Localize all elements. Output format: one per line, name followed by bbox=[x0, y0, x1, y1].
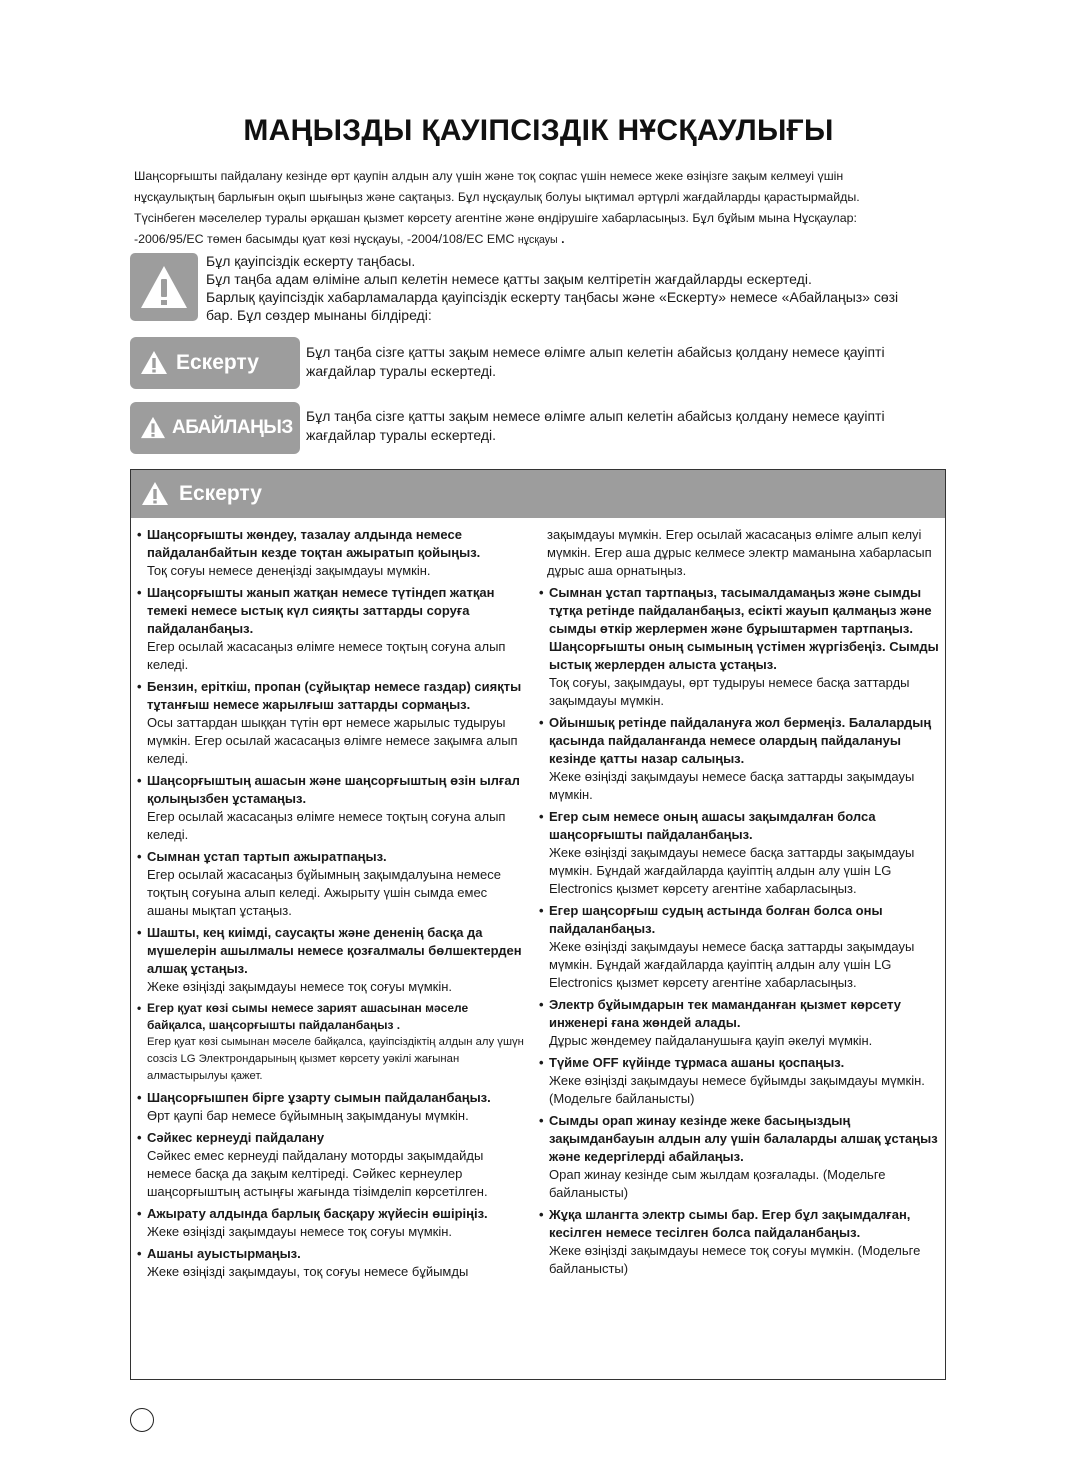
item-heading: Егер шаңсорғыш судың астында болған болса оны пайдаланбаңыз. bbox=[549, 903, 883, 936]
list-item: • Ашаны ауыстырмаңыз. Жеке өзіңізді зақымдауы, тоқ соғуы немесе бұйымды bbox=[137, 1245, 527, 1281]
intro-line-3: Түсінбеген мәселелер туралы әрқашан қызмет көрсету агентіне және өндірушіге хабарласыңыз. Бұл бұйым мына Нұсқаулар: bbox=[134, 211, 857, 225]
list-item: • Шаңсорғышты жөндеу, тазалау алдында немесе пайдаланбайтын кезде тоқтан ажыратып қойыңыз. Тоқ соғуы немесе денеңізді зақымдауы мүмкін. bbox=[137, 526, 527, 580]
list-item: • Егер шаңсорғыш судың астында болған болса оны пайдаланбаңыз. Жеке өзіңізді зақымдауы немесе басқа заттарды зақымдауы мүмкін. Бұндай жағдайларда қауіптің алдын алу үшін LG Electronics қызмет көрсету агентіне хабарласыңыз. bbox=[539, 902, 941, 992]
symbol-notice bbox=[206, 252, 946, 324]
directive-suffix: нұсқауы bbox=[517, 234, 558, 246]
directive-1: -2006/95/EC bbox=[134, 232, 204, 246]
warning-badge-label: Ескерту bbox=[176, 351, 259, 374]
item-body: Жеке өзіңізді зақымдауы, тоқ соғуы немесе бұйымды bbox=[147, 1264, 469, 1279]
circle-icon bbox=[130, 1408, 154, 1432]
directive-text: төмен басымды қуат көзі нұсқауы, -2004/108/EC EMC bbox=[207, 232, 515, 246]
list-item: • Сымды орап жинау кезінде жеке басыңыздың зақымданбауын алдын алу үшін балаларды алшақ ұстаңыз және кедергілерді абайлаңыз. Орап жинау кезінде сым жылдам қозғалады. (Модельге байланысты) bbox=[539, 1112, 941, 1202]
item-body: Жеке өзіңізді зақымдауы немесе бұйымды зақымдауы мүмкін. (Модельге байланысты) bbox=[549, 1073, 925, 1106]
item-body: Егер осылай жасасаңыз бұйымның зақымдалуына немесе тоқтың соғуына алып келеді. Ажырыту үшін сымда емес ашаны мықтап ұстаңыз. bbox=[147, 867, 501, 918]
item-body: Дұрыс жөндемеу пайдаланушыға қауіп әкелуі мүмкін. bbox=[549, 1033, 873, 1048]
item-body: Егер қуат көзі сымынан мәселе байқалса, қауіпсіздіктің алдын алу үшүн созсіз LG Электрондарының қызмет көрсету уәкілі жағынан алмастырылуы қажет. bbox=[147, 1036, 524, 1082]
warning-triangle-icon bbox=[130, 253, 198, 321]
item-body: Жеке өзіңізді зақымдауы немесе тоқ соғуы мүмкін. bbox=[147, 979, 453, 994]
item-body: Жеке өзіңізді зақымдауы немесе басқа заттарды зақымдауы мүмкін. bbox=[549, 769, 915, 802]
directive-period: . bbox=[561, 232, 565, 246]
warning-list-right bbox=[539, 526, 941, 1282]
item-body: Осы заттардан шыққан түтін өрт немесе жарылыс тудыруы мүмкін. Егер осылай жасасаңыз өлімге немесе зақымға алып келеді. bbox=[147, 715, 518, 766]
warning-triangle-icon bbox=[140, 416, 166, 440]
item-body: Жеке өзіңізді зақымдауы немесе басқа заттарды зақымдауы мүмкін. Бұндай жағдайларда қауіптің алдын алу үшін LG Electronics қызмет көрсету агентіне хабарласыңыз. bbox=[549, 939, 915, 990]
item-heading: Ойыншық ретінде пайдалануға жол бермеңіз. Балалардың қасында пайдаланғанда немесе олардың пайдалануы кезінде қатты назар салыңыз. bbox=[549, 715, 932, 766]
intro-line-2: нұсқаулықтың барлығын оқып шығыңыз және сақтаңыз. Бұл нұсқаулық болуы ықтимал әртүрлі жағдайларды қарастырмайды. bbox=[134, 190, 860, 204]
safety-alert-symbol bbox=[130, 253, 198, 321]
item-body: Тоқ соғуы немесе денеңізді зақымдауы мүмкін. bbox=[147, 563, 431, 578]
warning-triangle-icon bbox=[141, 481, 169, 507]
list-item: • Сәйкес кернеуді пайдалану Сәйкес емес кернеуді пайдалану моторды зақымдайды немесе басқа да зақым келтіреді. Сәйкес кернеулер шаңсорғыштың астыңғы жағында тізімделіп көрсетілген. bbox=[137, 1129, 527, 1201]
list-item: • Шашты, кең киімді, саусақты және дененің басқа да мүшелерін ашылмалы немесе қозғалмалы бөлшектерден алшақ ұстаңыз. Жеке өзіңізді зақымдауы немесе тоқ соғуы мүмкін. bbox=[137, 924, 527, 996]
item-heading: Электр бұйымдарын тек маманданған қызмет көрсету инженері ғана жөндей алады. bbox=[549, 997, 901, 1030]
list-item: • Шаңсорғыштың ашасын және шаңсорғыштың өзін ылғал қолыңызбен ұстамаңыз. Егер осылай жасасаңыз өлімге немесе тоқтың соғуна алып келеді. bbox=[137, 772, 527, 844]
warning-panel bbox=[130, 469, 946, 1380]
list-item: • Түйме OFF күйінде тұрмаса ашаны қоспаңыз. Жеке өзіңізді зақымдауы немесе бұйымды зақымдауы мүмкін. (Модельге байланысты) bbox=[539, 1054, 941, 1108]
item-body: Жеке өзіңізді зақымдауы немесе тоқ соғуы мүмкін. (Модельге байланысты) bbox=[549, 1243, 921, 1276]
item-heading: Шаңсорғышты жанып жатқан немесе түтіндеп жатқан темекі немесе ыстық күл сияқты заттарды соруға пайдаланбаңыз. bbox=[147, 585, 495, 636]
list-item: • Жұқа шлангта электр сымы бар. Егер бұл зақымдалған, кесілген немесе тесілген болса пайдаланбаңыз. Жеке өзіңізді зақымдауы немесе тоқ соғуы мүмкін. (Модельге байланысты) bbox=[539, 1206, 941, 1278]
continued-text: зақымдауы мүмкін. Егер осылай жасасаңыз өлімге алып келуі мүмкін. Егер аша дұрыс келмесе электр маманына хабарласып дұрыс аша орнатыңыз. bbox=[547, 527, 932, 578]
list-item: • Ойыншық ретінде пайдалануға жол бермеңіз. Балалардың қасында пайдаланғанда немесе олардың пайдалануы кезінде қатты назар салыңыз. Жеке өзіңізді зақымдауы немесе басқа заттарды зақымдауы мүмкін. bbox=[539, 714, 941, 804]
warning-triangle-icon bbox=[140, 350, 168, 376]
list-item: • Сымнан ұстап тартпаңыз, тасымалдамаңыз және сымды тұтқа ретінде пайдаланбаңыз, есікті жауып қалмаңыз және сымды өткір жерлермен және бұрыштармен тартпаңыз. Шаңсорғышты оның сымының үстімен жүргізбеңіз. Сымды ыстық жерлерден алыста ұстаңыз. Тоқ соғуы, зақымдауы, өрт тудыруы немесе басқа заттарды зақымдауы мүмкін. bbox=[539, 584, 941, 710]
symbol-notice-line-1: Бұл қауіпсіздік ескерту таңбасы. bbox=[206, 253, 416, 269]
item-heading: Шаңсорғышпен бірге ұзарту сымын пайдаланбаңыз. bbox=[147, 1090, 491, 1105]
item-body: Сәйкес емес кернеуді пайдалану моторды зақымдайды немесе басқа да зақым келтіреді. Сәйкес кернеулер шаңсорғыштың астыңғы жағында тізімделіп көрсетілген. bbox=[147, 1148, 488, 1199]
warning-list-left bbox=[137, 526, 527, 1285]
item-body: Жеке өзіңізді зақымдауы немесе тоқ соғуы мүмкін. bbox=[147, 1224, 453, 1239]
intro-line-4 bbox=[134, 229, 944, 250]
list-item: • Шаңсорғышты жанып жатқан немесе түтіндеп жатқан темекі немесе ыстық күл сияқты заттарды соруға пайдаланбаңыз. Егер осылай жасасаңыз өлімге немесе тоқтың соғуна алып келеді. bbox=[137, 584, 527, 674]
item-heading: Шаңсорғыштың ашасын және шаңсорғыштың өзін ылғал қолыңызбен ұстамаңыз. bbox=[147, 773, 520, 806]
item-heading: Шашты, кең киімді, саусақты және дененің басқа да мүшелерін ашылмалы немесе қозғалмалы бөлшектерден алшақ ұстаңыз. bbox=[147, 925, 522, 976]
caution-badge-label: АБАЙЛАҢЫЗ bbox=[172, 417, 293, 438]
warning-panel-title: Ескерту bbox=[179, 482, 262, 505]
list-item: • Сымнан ұстап тартып ажыратпаңыз. Егер осылай жасасаңыз бұйымның зақымдалуына немесе тоқтың соғуына алып келеді. Ажырыту үшін сымда емес ашаны мықтап ұстаңыз. bbox=[137, 848, 527, 920]
item-heading: Ашаны ауыстырмаңыз. bbox=[147, 1246, 301, 1261]
symbol-notice-line-4: бар. Бұл сөздер мынаны білдіреді: bbox=[206, 307, 432, 323]
item-heading: Сымнан ұстап тартып ажыратпаңыз. bbox=[147, 849, 387, 864]
warning-badge-desc: Бұл таңба сізге қатты зақым немесе өлімге алып келетін абайсыз қолдану немесе қауіпті жағдайлар туралы ескертеді. bbox=[306, 344, 885, 379]
list-item: • Егер қуат көзі сымы немесе зарият ашасынан мәселе байқалса, шаңсорғышты пайдаланбаңыз . Егер қуат көзі сымынан мәселе байқалса, қауіпсіздіктің алдын алу үшүн созсіз LG Электрондарының қызмет көрсету уәкілі жағынан алмастырылуы қажет. bbox=[137, 1000, 527, 1085]
caution-badge-desc: Бұл таңба сізге қатты зақым немесе өлімге алып келетін абайсыз қолдану немесе қауіпті жағдайлар туралы ескертеді. bbox=[306, 408, 885, 443]
item-heading: Сымды орап жинау кезінде жеке басыңыздың зақымданбауын алдын алу үшін балаларды алшақ ұстаңыз және кедергілерді абайлаңыз. bbox=[549, 1113, 938, 1164]
list-item: • Электр бұйымдарын тек маманданған қызмет көрсету инженері ғана жөндей алады. Дұрыс жөндемеу пайдаланушыға қауіп әкелуі мүмкін. bbox=[539, 996, 941, 1050]
item-body: Егер осылай жасасаңыз өлімге немесе тоқтың соғуна алып келеді. bbox=[147, 809, 506, 842]
page-title: МАҢЫЗДЫ ҚАУІПСІЗДІК НҰСҚАУЛЫҒЫ bbox=[243, 114, 834, 147]
item-heading: Егер сым немесе оның ашасы зақымдалған болса шаңсорғышты пайдаланбаңыз. bbox=[549, 809, 876, 842]
list-item: • Бензин, еріткіш, пропан (сұйықтар немесе газдар) сияқты тұтанғыш немесе жарылғыш заттарды сормаңыз. Осы заттардан шыққан түтін өрт немесе жарылыс тудыруы мүмкін. Егер осылай жасасаңыз өлімге немесе зақымға алып келеді. bbox=[137, 678, 527, 768]
list-item: • Егер сым немесе оның ашасы зақымдалған болса шаңсорғышты пайдаланбаңыз. Жеке өзіңізді зақымдауы немесе басқа заттарды зақымдауы мүмкін. Бұндай жағдайларда қауіптің алдын алу үшін LG Electronics қызмет көрсету агентіне хабарласыңыз. bbox=[539, 808, 941, 898]
intro-text bbox=[134, 166, 944, 250]
item-heading: Бензин, еріткіш, пропан (сұйықтар немесе газдар) сияқты тұтанғыш немесе жарылғыш заттарды сормаңыз. bbox=[147, 679, 522, 712]
intro-line-1: Шаңсорғышты пайдалану кезінде өрт қаупін алдын алу үшін және тоқ соқпас үшін немесе жеке өзіңізге зақым келмеуі үшін bbox=[134, 169, 844, 183]
item-heading: Сәйкес кернеуді пайдалану bbox=[147, 1130, 325, 1145]
item-body: Тоқ соғуы, зақымдауы, өрт тудыруы немесе басқа заттарды зақымдауы мүмкін. bbox=[549, 675, 910, 708]
list-item: • Шаңсорғышпен бірге ұзарту сымын пайдаланбаңыз. Өрт қаупі бар немесе бұйымның зақымдануы мүмкін. bbox=[137, 1089, 527, 1125]
item-heading: Жұқа шлангта электр сымы бар. Егер бұл зақымдалған, кесілген немесе тесілген болса пайдаланбаңыз. bbox=[549, 1207, 911, 1240]
symbol-notice-line-3: Барлық қауіпсіздік хабарламаларда қауіпсіздік ескерту таңбасы және «Ескерту» немесе «Абайлаңыз» сөзі bbox=[206, 289, 899, 305]
item-body: Егер осылай жасасаңыз өлімге немесе тоқтың соғуна алып келеді. bbox=[147, 639, 506, 672]
item-heading: Егер қуат көзі сымы немесе зарият ашасынан мәселе байқалса, шаңсорғышты пайдаланбаңыз . bbox=[147, 1001, 469, 1032]
item-heading: Шаңсорғышты жөндеу, тазалау алдында немесе пайдаланбайтын кезде тоқтан ажыратып қойыңыз. bbox=[147, 527, 481, 560]
list-item: • Ажырату алдында барлық басқару жүйесін өшіріңіз. Жеке өзіңізді зақымдауы немесе тоқ соғуы мүмкін. bbox=[137, 1205, 527, 1241]
symbol-notice-line-2: Бұл таңба адам өліміне алып келетін немесе қатты зақым келтіретін жағдайларды ескертеді. bbox=[206, 271, 812, 287]
caution-badge bbox=[130, 402, 300, 454]
item-body: Орап жинау кезінде сым жылдам қозғалады. (Модельге байланысты) bbox=[549, 1167, 886, 1200]
item-body: Жеке өзіңізді зақымдауы немесе басқа заттарды зақымдауы мүмкін. Бұндай жағдайларда қауіптің алдын алу үшін LG Electronics қызмет көрсету агентіне хабарласыңыз. bbox=[549, 845, 915, 896]
item-heading: Ажырату алдында барлық басқару жүйесін өшіріңіз. bbox=[147, 1206, 488, 1221]
warning-badge bbox=[130, 337, 300, 389]
item-body: Өрт қаупі бар немесе бұйымның зақымдануы мүмкін. bbox=[147, 1108, 469, 1123]
warning-panel-header bbox=[131, 470, 945, 518]
item-heading: Сымнан ұстап тартпаңыз, тасымалдамаңыз және сымды тұтқа ретінде пайдаланбаңыз, есікті жауып қалмаңыз және сымды өткір жерлермен және бұрыштармен тартпаңыз. Шаңсорғышты оның сымының үстімен жүргізбеңіз. Сымды ыстық жерлерден алыста ұстаңыз. bbox=[549, 585, 939, 672]
item-heading: Түйме OFF күйінде тұрмаса ашаны қоспаңыз. bbox=[549, 1055, 845, 1070]
